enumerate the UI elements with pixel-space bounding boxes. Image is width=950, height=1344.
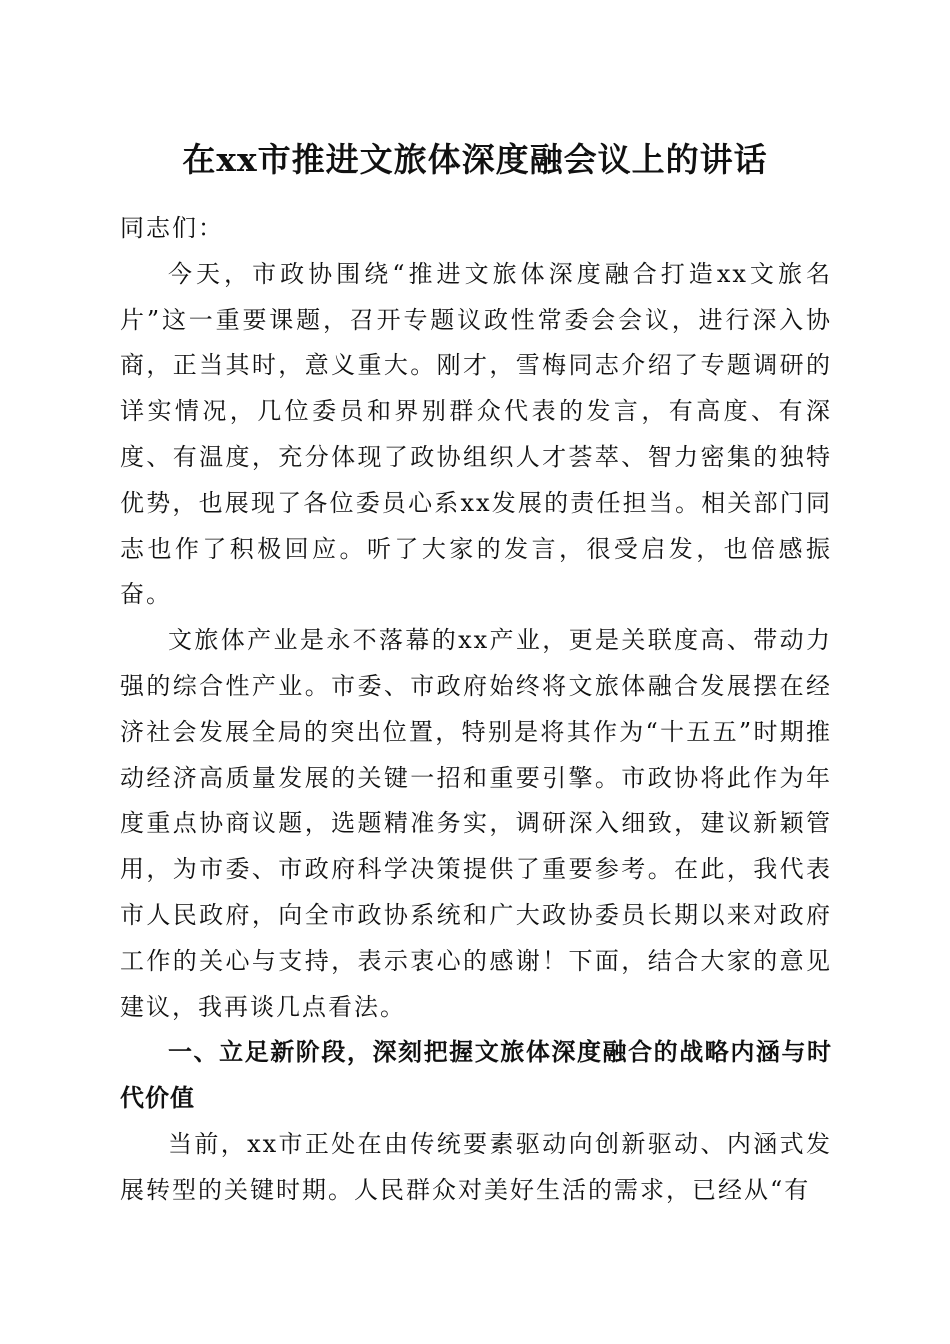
- speech-title: 在xx市推进文旅体深度融会议上的讲话: [182, 140, 768, 179]
- section-heading-1: 一、立足新阶段，深刻把握文旅体深度融合的战略内涵与时代价值: [120, 1038, 832, 1113]
- speech-body: [120, 206, 832, 1214]
- paragraph-opening: 今天，市政协围绕“推进文旅体深度融合打造xx文旅名片”这一重要课题，召开专题议政性常委会会议，进行深入协商，正当其时，意义重大。刚才，雪梅同志介绍了专题调研的详实情况，几位委员和界别群众代表的发言，有高度、有深度、有温度，充分体现了政协组织人才荟萃、智力密集的独特优势，也展现了各位委员心系xx发展的责任担当。相关部门同志也作了积极回应。听了大家的发言，很受启发，也倍感振奋。: [120, 259, 832, 609]
- paragraph-section-1: 当前，xx市正处在由传统要素驱动向创新驱动、内涵式发展转型的关键时期。人民群众对美好生活的需求，已经从“有: [120, 1129, 832, 1204]
- salutation: 同志们：: [120, 214, 224, 242]
- paragraph-industry: 文旅体产业是永不落幕的xx产业，更是关联度高、带动力强的综合性产业。市委、市政府始终将文旅体融合发展摆在经济社会发展全局的突出位置，特别是将其作为“十五五”时期推动经济高质量发展的关键一招和重要引擎。市政协将此作为年度重点协商议题，选题精准务实，调研深入细致，建议新颖管用，为市委、市政府科学决策提供了重要参考。在此，我代表市人民政府，向全市政协系统和广大政协委员长期以来对政府工作的关心与支持，表示衷心的感谢！下面，结合大家的意见建议，我再谈几点看法。: [120, 626, 832, 1021]
